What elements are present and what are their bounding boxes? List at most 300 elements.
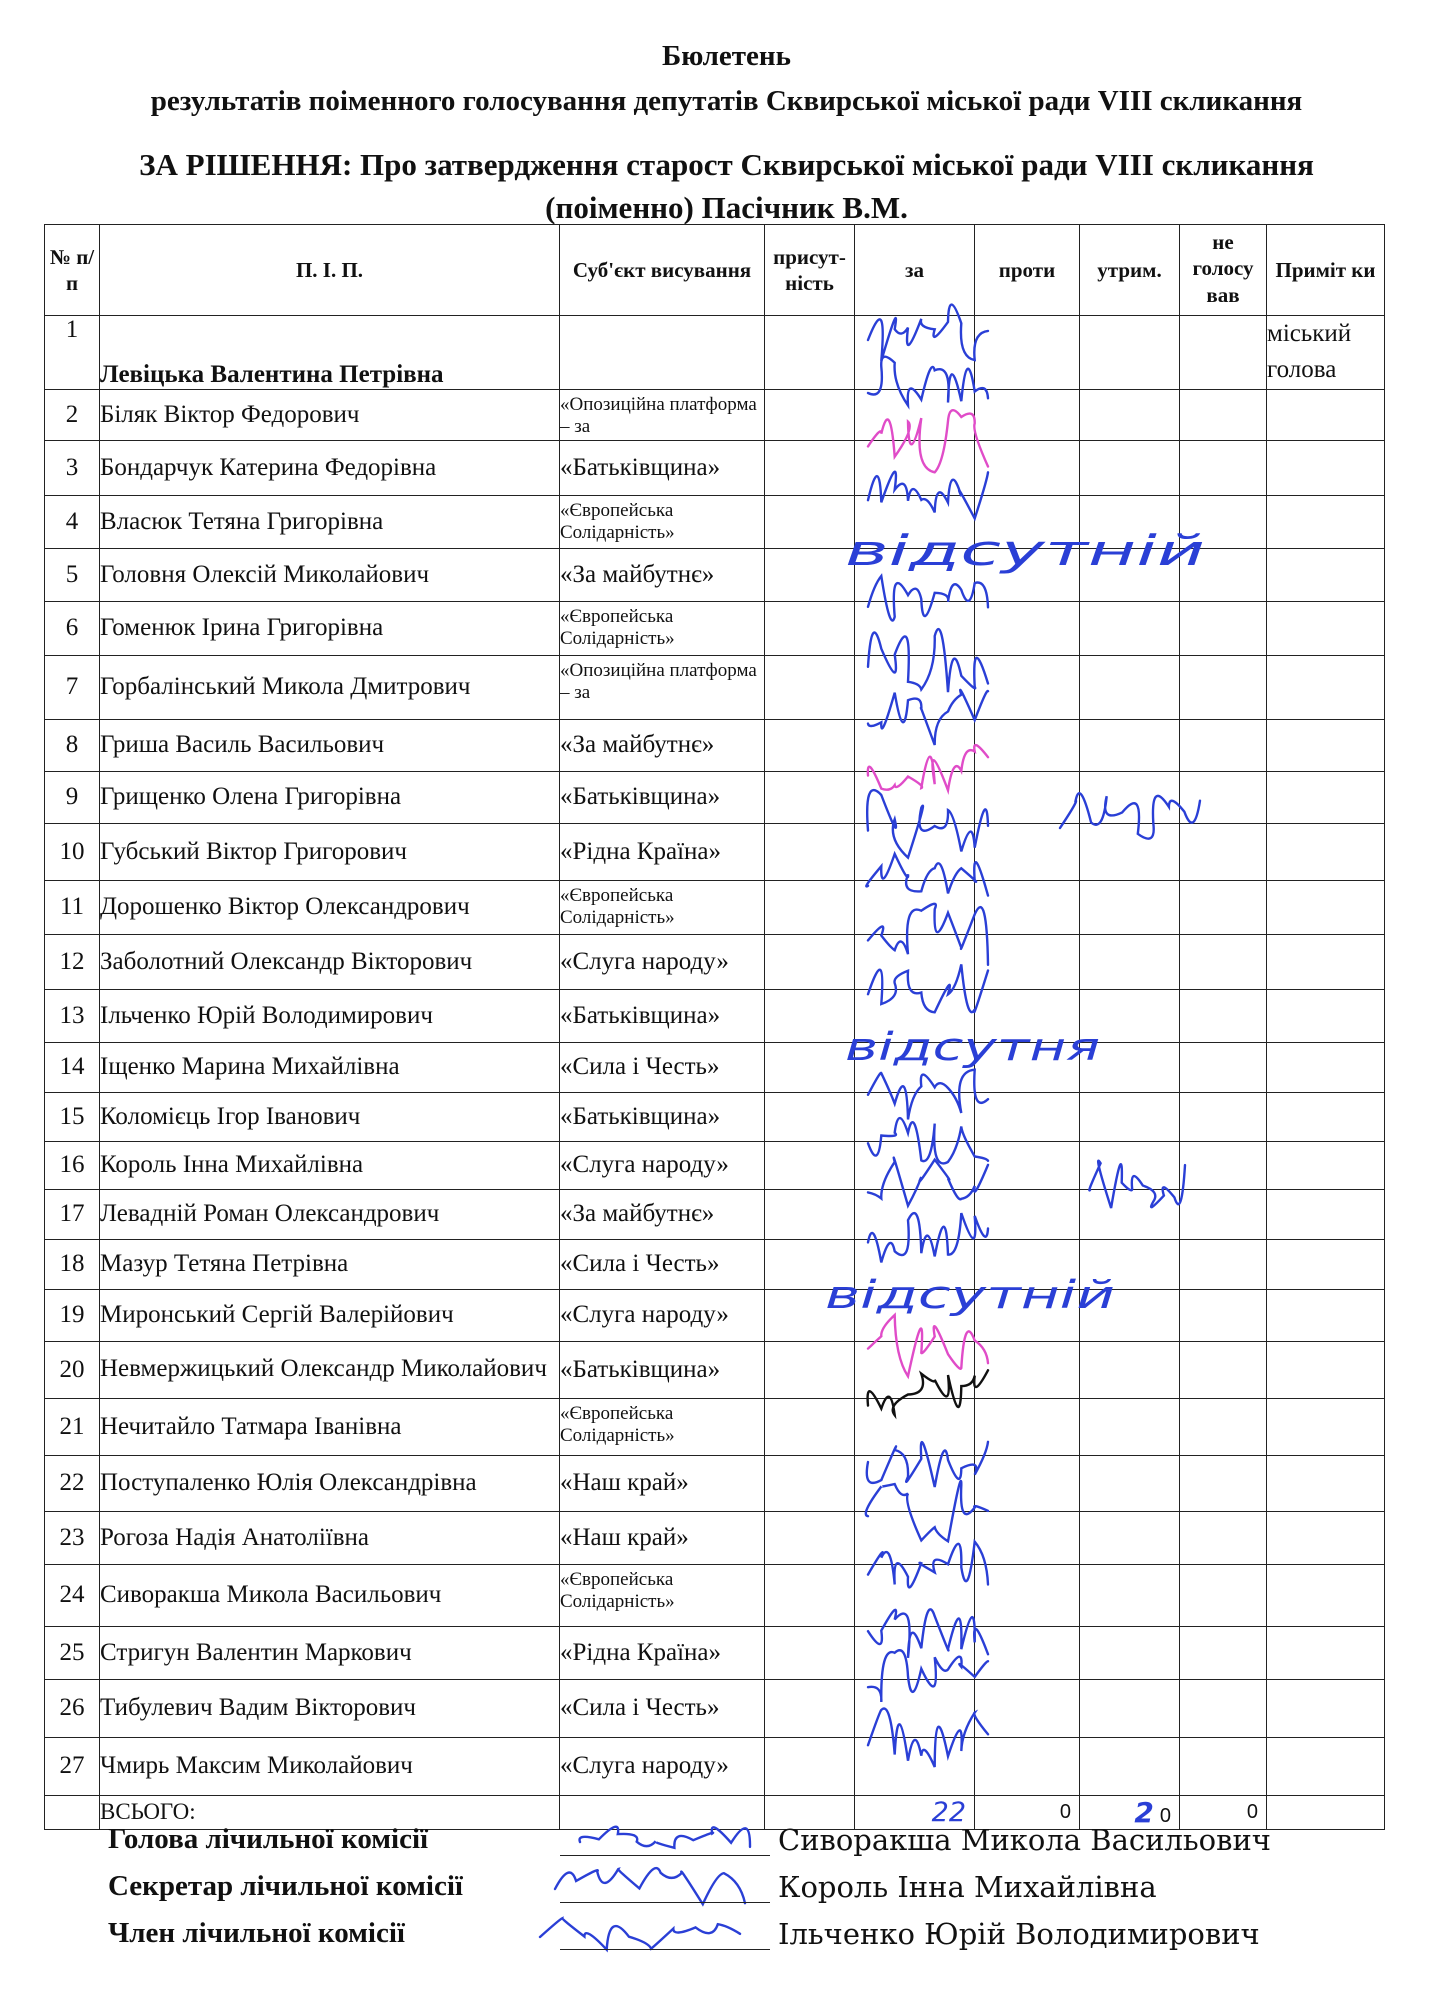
row-note [1267, 548, 1385, 601]
row-number: 24 [45, 1564, 100, 1626]
row-abstain [1080, 389, 1180, 440]
row-against [975, 1189, 1080, 1239]
row-subject: «Європейська Солідарність» [560, 495, 765, 548]
row-number: 14 [45, 1042, 100, 1092]
decision-title: ЗА РІШЕННЯ: Про затвердження старост Сквирської міської ради VIII скликання [139, 147, 1314, 182]
row-against [975, 989, 1080, 1042]
row-for [855, 989, 975, 1042]
row-name: Власюк Тетяна Григорівна [100, 495, 560, 548]
row-for [855, 440, 975, 495]
row-not-voted [1180, 1398, 1267, 1455]
row-not-voted [1180, 1737, 1267, 1795]
row-name: Коломієць Ігор Іванович [100, 1092, 560, 1141]
row-note [1267, 1398, 1385, 1455]
chair-name: Сиворакша Микола Васильович [778, 1823, 1271, 1857]
row-for [855, 316, 975, 390]
row-note [1267, 1679, 1385, 1737]
bulletin-subtitle: результатів поіменного голосування депутатів Сквирської міської ради VIII скликання [150, 85, 1303, 117]
table-row [45, 1511, 1385, 1564]
row-for [855, 655, 975, 719]
row-against [975, 1092, 1080, 1141]
row-present [765, 1564, 855, 1626]
row-number: 17 [45, 1189, 100, 1239]
row-subject: «За майбутнє» [560, 548, 765, 601]
row-for [855, 389, 975, 440]
row-present [765, 1239, 855, 1289]
bulletin-title: Бюлетень [662, 40, 791, 72]
voting-table [44, 224, 1385, 1830]
row-against [975, 771, 1080, 823]
row-number: 19 [45, 1289, 100, 1341]
table-row [45, 1679, 1385, 1737]
row-subject: «Наш край» [560, 1511, 765, 1564]
secretary-role: Секретар лічильної комісії [108, 1870, 463, 1902]
row-subject: «Слуга народу» [560, 1141, 765, 1189]
row-name: Сиворакша Микола Васильович [100, 1564, 560, 1626]
row-name: Левадній Роман Олександрович [100, 1189, 560, 1239]
row-against [975, 1626, 1080, 1679]
row-name: Ільченко Юрій Володимирович [100, 989, 560, 1042]
row-number: 16 [45, 1141, 100, 1189]
row-against [975, 495, 1080, 548]
total-for-hand: 22 [931, 1796, 966, 1828]
row-note [1267, 1092, 1385, 1141]
table-row [45, 1398, 1385, 1455]
row-abstain [1080, 548, 1180, 601]
row-name: Губський Віктор Григорович [100, 823, 560, 880]
row-name: Грищенко Олена Григорівна [100, 771, 560, 823]
row-for [855, 771, 975, 823]
row-present [765, 1679, 855, 1737]
total-against: 0 [975, 1795, 1080, 1829]
chair-signature [580, 1827, 750, 1848]
row-number: 26 [45, 1679, 100, 1737]
row-against [975, 655, 1080, 719]
row-for [855, 1042, 975, 1092]
row-for [855, 1341, 975, 1398]
row-abstain [1080, 440, 1180, 495]
row-note [1267, 601, 1385, 655]
row-name: Нечитайло Татмара Іванівна [100, 1398, 560, 1455]
col-notes: Приміт ки [1267, 225, 1385, 316]
row-abstain [1080, 1341, 1180, 1398]
row-against [975, 548, 1080, 601]
row-against [975, 389, 1080, 440]
row-number: 6 [45, 601, 100, 655]
row-not-voted [1180, 1564, 1267, 1626]
row-abstain [1080, 1398, 1180, 1455]
row-present [765, 1455, 855, 1511]
secretary-name: Король Інна Михайлівна [778, 1870, 1157, 1904]
row-name: Левіцька Валентина Петрівна [100, 316, 560, 390]
table-row [45, 440, 1385, 495]
row-abstain [1080, 1189, 1180, 1239]
table-row [45, 989, 1385, 1042]
table-row [45, 655, 1385, 719]
row-present [765, 440, 855, 495]
table-row [45, 719, 1385, 771]
row-not-voted [1180, 1455, 1267, 1511]
row-not-voted [1180, 880, 1267, 934]
row-note [1267, 1455, 1385, 1511]
row-present [765, 1141, 855, 1189]
table-row [45, 771, 1385, 823]
row-subject: «Слуга народу» [560, 1289, 765, 1341]
row-abstain [1080, 1092, 1180, 1141]
row-not-voted [1180, 1626, 1267, 1679]
row-note: міський голова [1267, 316, 1385, 390]
row-number: 5 [45, 548, 100, 601]
row-not-voted [1180, 1092, 1267, 1141]
row-note [1267, 655, 1385, 719]
member-signature-line [560, 1949, 770, 1950]
row-not-voted [1180, 440, 1267, 495]
row-abstain [1080, 1141, 1180, 1189]
row-not-voted [1180, 771, 1267, 823]
row-number: 15 [45, 1092, 100, 1141]
row-note [1267, 1239, 1385, 1289]
row-against [975, 601, 1080, 655]
row-note [1267, 389, 1385, 440]
row-present [765, 1092, 855, 1141]
row-for [855, 823, 975, 880]
row-subject: «Батьківщина» [560, 1341, 765, 1398]
row-for [855, 1564, 975, 1626]
row-against [975, 823, 1080, 880]
table-row [45, 548, 1385, 601]
decision-subtitle: (поіменно) Пасічник В.М. [545, 190, 908, 225]
table-row [45, 1737, 1385, 1795]
col-for: за [855, 225, 975, 316]
row-for [855, 1398, 975, 1455]
row-subject: «Європейська Солідарність» [560, 880, 765, 934]
row-name: Горбалінський Микола Дмитрович [100, 655, 560, 719]
row-present [765, 1398, 855, 1455]
table-row [45, 880, 1385, 934]
row-number: 2 [45, 389, 100, 440]
row-note [1267, 719, 1385, 771]
row-number: 12 [45, 934, 100, 989]
row-number: 11 [45, 880, 100, 934]
row-number: 7 [45, 655, 100, 719]
row-abstain [1080, 1626, 1180, 1679]
row-abstain [1080, 934, 1180, 989]
table-row [45, 316, 1385, 390]
col-subject: Суб'єкт висування [560, 225, 765, 316]
table-row [45, 1239, 1385, 1289]
row-subject: «Сила і Честь» [560, 1042, 765, 1092]
row-not-voted [1180, 989, 1267, 1042]
row-present [765, 316, 855, 390]
row-name: Поступаленко Юлія Олександрівна [100, 1455, 560, 1511]
col-num: № п/п [45, 225, 100, 316]
row-subject: «Європейська Солідарність» [560, 1564, 765, 1626]
row-number: 23 [45, 1511, 100, 1564]
total-abstain-printed: 0 [1159, 1804, 1171, 1827]
row-note [1267, 1189, 1385, 1239]
row-abstain [1080, 880, 1180, 934]
row-for [855, 880, 975, 934]
row-abstain [1080, 1289, 1180, 1341]
row-present [765, 1189, 855, 1239]
row-not-voted [1180, 1289, 1267, 1341]
row-for [855, 1289, 975, 1341]
row-against [975, 719, 1080, 771]
table-row [45, 1141, 1385, 1189]
row-not-voted [1180, 316, 1267, 390]
row-number: 20 [45, 1341, 100, 1398]
row-name: Гоменюк Ірина Григорівна [100, 601, 560, 655]
row-not-voted [1180, 389, 1267, 440]
row-for [855, 934, 975, 989]
row-not-voted [1180, 655, 1267, 719]
row-subject: «Європейська Солідарність» [560, 1398, 765, 1455]
row-present [765, 1289, 855, 1341]
row-subject [560, 316, 765, 390]
row-subject: «Батьківщина» [560, 989, 765, 1042]
table-row [45, 389, 1385, 440]
row-abstain [1080, 495, 1180, 548]
row-name: Король Інна Михайлівна [100, 1141, 560, 1189]
row-against [975, 1042, 1080, 1092]
row-for [855, 601, 975, 655]
row-present [765, 1511, 855, 1564]
row-name: Тибулевич Вадим Вікторович [100, 1679, 560, 1737]
row-present [765, 771, 855, 823]
row-name: Миронський Сергій Валерійович [100, 1289, 560, 1341]
row-subject: «Сила і Честь» [560, 1239, 765, 1289]
row-name: Дорошенко Віктор Олександрович [100, 880, 560, 934]
row-number: 10 [45, 823, 100, 880]
row-name: Головня Олексій Миколайович [100, 548, 560, 601]
row-against [975, 1289, 1080, 1341]
row-for [855, 1239, 975, 1289]
row-present [765, 719, 855, 771]
member-name: Ільченко Юрій Володимирович [778, 1917, 1260, 1951]
col-not-voted: не голосу вав [1180, 225, 1267, 316]
row-name: Гриша Василь Васильович [100, 719, 560, 771]
row-subject: «Рідна Країна» [560, 1626, 765, 1679]
row-present [765, 1042, 855, 1092]
row-against [975, 880, 1080, 934]
col-abstain: утрим. [1080, 225, 1180, 316]
row-not-voted [1180, 719, 1267, 771]
row-number: 13 [45, 989, 100, 1042]
row-note [1267, 1626, 1385, 1679]
row-note [1267, 495, 1385, 548]
row-present [765, 1737, 855, 1795]
col-name: П. І. П. [100, 225, 560, 316]
row-number: 22 [45, 1455, 100, 1511]
row-abstain [1080, 316, 1180, 390]
row-for [855, 495, 975, 548]
row-note [1267, 1042, 1385, 1092]
row-against [975, 1398, 1080, 1455]
row-against [975, 1239, 1080, 1289]
row-subject: «Батьківщина» [560, 771, 765, 823]
row-for [855, 1189, 975, 1239]
row-subject: «За майбутнє» [560, 1189, 765, 1239]
row-subject: «Батьківщина» [560, 440, 765, 495]
row-not-voted [1180, 1189, 1267, 1239]
table-row [45, 1626, 1385, 1679]
row-name: Заболотний Олександр Вікторович [100, 934, 560, 989]
row-note [1267, 771, 1385, 823]
row-not-voted [1180, 823, 1267, 880]
row-note [1267, 880, 1385, 934]
row-note [1267, 1141, 1385, 1189]
table-row [45, 495, 1385, 548]
row-name: Бондарчук Катерина Федорівна [100, 440, 560, 495]
row-abstain [1080, 1564, 1180, 1626]
row-subject: «За майбутнє» [560, 719, 765, 771]
row-note [1267, 1737, 1385, 1795]
row-abstain [1080, 1511, 1180, 1564]
total-label: ВСЬОГО: [100, 1795, 560, 1829]
row-against [975, 316, 1080, 390]
row-note [1267, 823, 1385, 880]
col-against: проти [975, 225, 1080, 316]
row-number: 4 [45, 495, 100, 548]
absent-note-row-5: відсутній [845, 526, 1205, 575]
table-row [45, 1564, 1385, 1626]
row-note [1267, 1341, 1385, 1398]
row-against [975, 1737, 1080, 1795]
table-row [45, 1341, 1385, 1398]
row-against [975, 440, 1080, 495]
row-abstain [1080, 1239, 1180, 1289]
row-against [975, 1679, 1080, 1737]
row-note [1267, 440, 1385, 495]
row-abstain [1080, 1455, 1180, 1511]
row-for [855, 719, 975, 771]
row-abstain [1080, 771, 1180, 823]
row-against [975, 1141, 1080, 1189]
row-present [765, 548, 855, 601]
member-role: Член лічильної комісії [108, 1917, 405, 1949]
row-against [975, 1564, 1080, 1626]
row-subject: «Слуга народу» [560, 934, 765, 989]
row-name: Мазур Тетяна Петрівна [100, 1239, 560, 1289]
row-name: Іщенко Марина Михайлівна [100, 1042, 560, 1092]
row-abstain [1080, 1737, 1180, 1795]
member-signature [540, 1918, 740, 1949]
row-name: Невмержицький Олександр Миколайович [100, 1341, 560, 1398]
row-subject: «Батьківщина» [560, 1092, 765, 1141]
total-not-voted: 0 [1180, 1795, 1267, 1829]
total-abstain-hand: 2 [1134, 1795, 1154, 1829]
row-not-voted [1180, 601, 1267, 655]
row-abstain [1080, 1679, 1180, 1737]
row-subject: «Слуга народу» [560, 1737, 765, 1795]
row-present [765, 1341, 855, 1398]
row-number: 3 [45, 440, 100, 495]
absent-note-row-14: відсутня [845, 1025, 1100, 1069]
row-against [975, 1455, 1080, 1511]
row-number: 27 [45, 1737, 100, 1795]
row-abstain [1080, 823, 1180, 880]
chair-signature-line [560, 1855, 770, 1856]
table-row [45, 934, 1385, 989]
secretary-signature-line [560, 1902, 770, 1903]
col-present: присут- ність [765, 225, 855, 316]
row-subject: «Європейська Солідарність» [560, 601, 765, 655]
row-abstain [1080, 601, 1180, 655]
row-abstain [1080, 989, 1180, 1042]
row-abstain [1080, 1042, 1180, 1092]
table-row [45, 1289, 1385, 1341]
row-present [765, 823, 855, 880]
row-present [765, 389, 855, 440]
row-number: 1 [45, 316, 100, 390]
chair-role: Голова лічильної комісії [108, 1823, 429, 1855]
row-for [855, 1626, 975, 1679]
row-not-voted [1180, 548, 1267, 601]
row-against [975, 934, 1080, 989]
row-present [765, 989, 855, 1042]
row-note [1267, 1511, 1385, 1564]
row-present [765, 601, 855, 655]
row-name: Чмирь Максим Миколайович [100, 1737, 560, 1795]
row-number: 18 [45, 1239, 100, 1289]
row-subject: «Опозиційна платформа – за [560, 389, 765, 440]
row-subject: «Сила і Честь» [560, 1679, 765, 1737]
row-subject: «Опозиційна платформа – за [560, 655, 765, 719]
row-subject: «Рідна Країна» [560, 823, 765, 880]
table-row [45, 1042, 1385, 1092]
table-row [45, 601, 1385, 655]
row-not-voted [1180, 495, 1267, 548]
row-for [855, 1092, 975, 1141]
row-not-voted [1180, 1511, 1267, 1564]
row-against [975, 1341, 1080, 1398]
row-for [855, 1141, 975, 1189]
row-present [765, 934, 855, 989]
secretary-signature [555, 1868, 745, 1904]
row-name: Рогоза Надія Анатоліївна [100, 1511, 560, 1564]
row-not-voted [1180, 1341, 1267, 1398]
row-for [855, 548, 975, 601]
row-present [765, 495, 855, 548]
row-for [855, 1511, 975, 1564]
row-not-voted [1180, 1141, 1267, 1189]
row-not-voted [1180, 1239, 1267, 1289]
row-abstain [1080, 655, 1180, 719]
table-row [45, 823, 1385, 880]
table-row [45, 1092, 1385, 1141]
row-number: 8 [45, 719, 100, 771]
row-subject: «Наш край» [560, 1455, 765, 1511]
row-note [1267, 934, 1385, 989]
row-present [765, 655, 855, 719]
row-note [1267, 1289, 1385, 1341]
row-number: 9 [45, 771, 100, 823]
row-not-voted [1180, 1042, 1267, 1092]
table-row [45, 1455, 1385, 1511]
row-abstain [1080, 719, 1180, 771]
row-name: Біляк Віктор Федорович [100, 389, 560, 440]
row-for [855, 1455, 975, 1511]
row-name: Стригун Валентин Маркович [100, 1626, 560, 1679]
row-not-voted [1180, 934, 1267, 989]
row-not-voted [1180, 1679, 1267, 1737]
absent-note-row-19: відсутній [825, 1273, 1115, 1317]
row-number: 25 [45, 1626, 100, 1679]
row-against [975, 1511, 1080, 1564]
row-number: 21 [45, 1398, 100, 1455]
table-header-row [45, 225, 1385, 316]
row-present [765, 880, 855, 934]
